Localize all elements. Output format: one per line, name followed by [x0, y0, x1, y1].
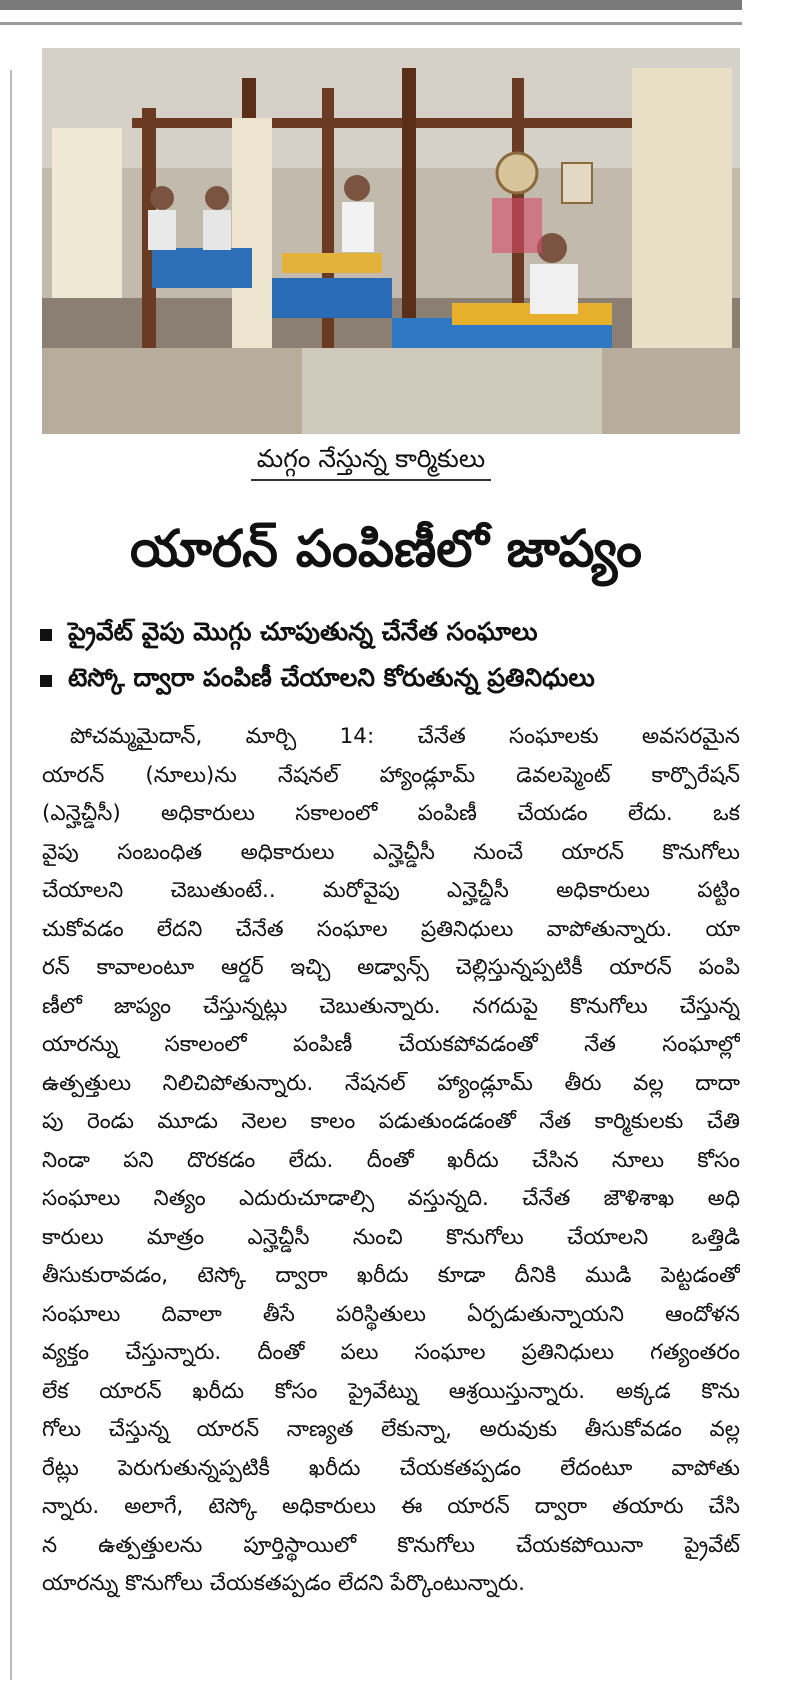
- body-line: గోలు చేస్తున్న యారన్ నాణ్యత లేకున్నా, అరువుకు తీసుకోవడం వల్ల: [42, 1417, 740, 1442]
- body-line: చుకోవడం లేదని చేనేత సంఘాల ప్రతినిధులు వాపోతున్నారు. యా: [42, 916, 740, 942]
- subheading-bullets: [40, 612, 740, 704]
- body-line: రేట్లు పెరుగుతున్నప్పటికీ ఖరీదు చేయకతప్పడం లేదంటూ వాపోతు: [42, 1455, 740, 1481]
- body-line: నిండా పని దొరకడం లేదు. దీంతో ఖరీదు చేసిన నూలు కోసం: [42, 1147, 740, 1173]
- body-line: కారులు మాత్రం ఎన్హెచ్డీసీ నుంచి కొనుగోలు చేయాలని ఒత్తిడి: [42, 1224, 740, 1250]
- bullet-item: [40, 658, 740, 704]
- article-body: [42, 718, 740, 1604]
- body-line: పు రెండు మూడు నెలల కాలం పడుతుండడంతో నేత కార్మికులకు చేతి: [42, 1109, 740, 1134]
- bullet-text: ప్రైవేట్ వైపు మొగ్గు చూపుతున్న చేనేత సంఘాలు: [68, 617, 538, 646]
- body-line: యారన్ను కొనుగోలు చేయకతప్పడం లేదని పేర్కొంటున్నారు.: [42, 1571, 525, 1596]
- body-line: సంఘాలు దివాలా తీసే పరిస్థితులు ఏర్పడుతున్నాయని ఆందోళన: [42, 1301, 740, 1327]
- body-line: ఉత్పత్తులు నిలిచిపోతున్నారు. నేషనల్ హ్యాండ్లూమ్ తీరు వల్ల దాదా: [42, 1070, 740, 1096]
- bullet-square-icon: [40, 629, 52, 641]
- body-line: ణీలో జాప్యం చేస్తున్నట్లు చెబుతున్నారు. నగదుపై కొనుగోలు చేస్తున్న: [42, 993, 740, 1019]
- bullet-square-icon: [40, 675, 52, 687]
- body-line: వ్యక్తం చేస్తున్నారు. దీంతో పలు సంఘాల ప్రతినిధులు గత్యంతరం: [42, 1340, 740, 1365]
- body-line: న ఉత్పత్తులను పూర్తిస్థాయిలో కొనుగోలు చేయకపోయినా ప్రైవేట్: [42, 1532, 740, 1558]
- bullet-text: టెస్కో ద్వారా పంపిణీ చేయాలని కోరుతున్న ప్రతినిధులు: [68, 663, 595, 692]
- top-border-band: [0, 0, 742, 10]
- body-line: యారన్ను సకాలంలో పంపిణీ చేయకపోవడంతో నేత సంఘాల్లో: [42, 1032, 740, 1057]
- body-line: చేయాలని చెబుతుంటే.. మరోవైపు ఎన్హెచ్డీసీ అధికారులు పట్టిం: [42, 878, 740, 903]
- body-line: రన్ కావాలంటూ ఆర్డర్ ఇచ్చి అడ్వాన్స్ చెల్లిస్తున్నప్పటికీ యారన్ పంపి: [42, 955, 740, 980]
- photo-caption: [0, 444, 742, 480]
- body-line: లేక యారన్ ఖరీదు కోసం ప్రైవేట్ను ఆశ్రయిస్తున్నారు. అక్కడ కొను: [42, 1378, 740, 1404]
- column-divider-rule: [10, 70, 12, 1680]
- body-line: తీసుకురావడం, టెస్కో ద్వారా ఖరీదు కూడా దీనికి ముడి పెట్టడంతో: [42, 1263, 740, 1288]
- body-line: యారన్ (నూలు)ను నేషనల్ హ్యాండ్లూమ్ డెవలప్మెంట్ కార్పొరేషన్: [42, 762, 740, 788]
- photo-illustration: [42, 48, 740, 434]
- top-divider-rule: [0, 22, 742, 25]
- bullet-item: [40, 612, 740, 658]
- body-line: సంఘాలు నిత్యం ఎదురుచూడాల్సి వస్తున్నది. చేనేత జౌళిశాఖ అధి: [42, 1186, 740, 1211]
- photo-caption-text: మగ్గం నేస్తున్న కార్మికులు: [251, 444, 491, 481]
- body-line: న్నారు. అలాగే, టెస్కో అధికారులు ఈ యారన్ ద్వారా తయారు చేసి: [42, 1494, 740, 1519]
- body-line: (ఎన్హెచ్డీసీ) అధికారులు సకాలంలో పంపిణీ చేయడం లేదు. ఒక: [42, 801, 740, 826]
- article-headline: యారన్ పంపిణీలో జాప్యం: [129, 520, 643, 579]
- body-line: పోచమ్మమైదాన్, మార్చి 14: చేనేత సంఘాలకు అవసరమైన: [70, 724, 740, 749]
- handloom-workers-photo: [42, 48, 740, 434]
- body-line: వైపు సంబంధిత అధికారులు ఎన్హెచ్డీసీ నుంచే యారన్ కొనుగోలు: [42, 839, 740, 865]
